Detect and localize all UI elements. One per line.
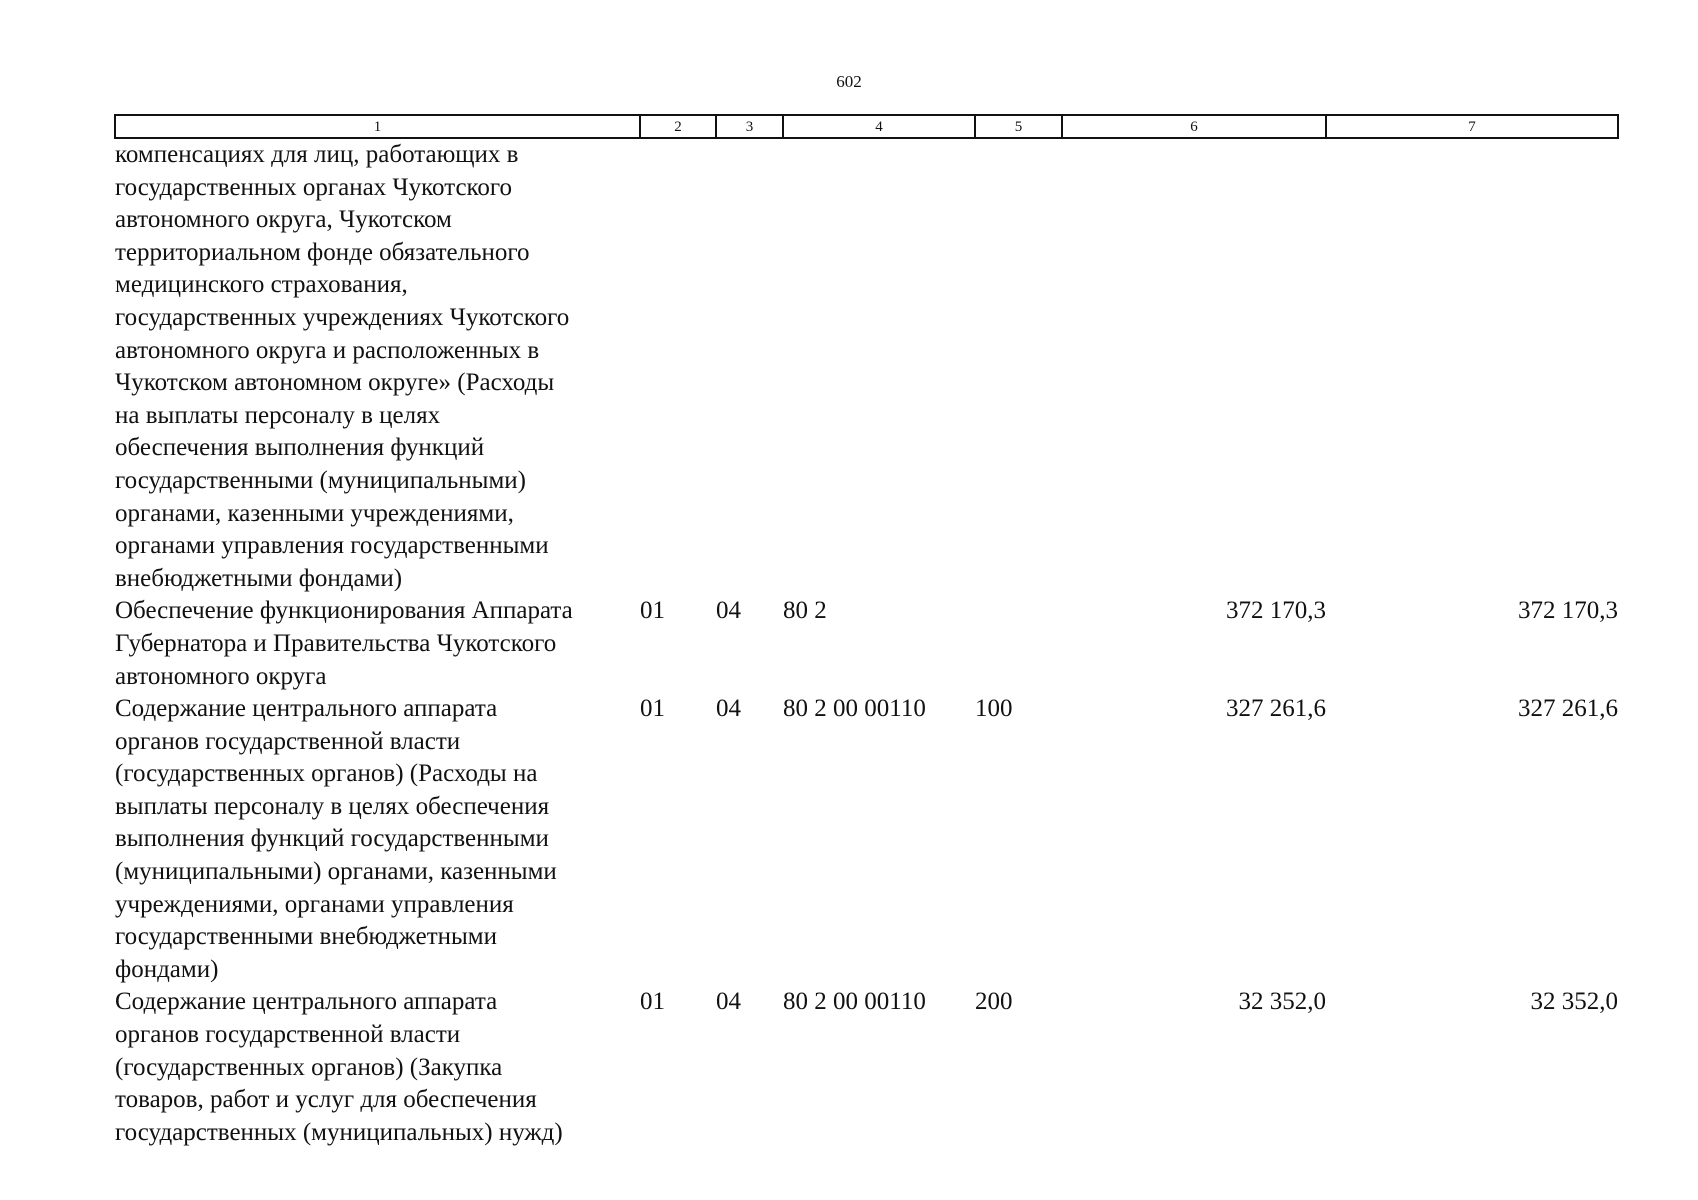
expense-name-line: фондами) bbox=[115, 955, 219, 983]
expense-name-line: органов государственной власти bbox=[115, 727, 461, 755]
expense-name-line: территориальном фонде обязательного bbox=[115, 238, 530, 266]
subsection-code-cell: 04 bbox=[716, 988, 741, 1016]
expense-name-line: органов государственной власти bbox=[115, 1021, 461, 1049]
expense-name-cell bbox=[115, 986, 640, 1149]
expense-name-line: государственных (муниципальных) нужд) bbox=[115, 1118, 563, 1146]
expense-name-line: государственных учреждениях Чукотского bbox=[115, 303, 570, 331]
expense-name-line: выполнения функций государственными bbox=[115, 825, 549, 853]
column-number-header: 4 bbox=[783, 115, 975, 138]
table-row bbox=[115, 693, 1618, 986]
section-code-cell: 01 bbox=[640, 695, 665, 723]
amount-col7-cell: 327 261,6 bbox=[1518, 695, 1618, 723]
expense-type-cell bbox=[975, 595, 1062, 693]
expense-name-line: выплаты персоналу в целях обеспечения bbox=[115, 792, 550, 820]
amount-col7-cell: 372 170,3 bbox=[1518, 597, 1618, 625]
expense-type-cell: 200 bbox=[975, 988, 1013, 1016]
expense-name-line: органами, казенными учреждениями, bbox=[115, 499, 514, 527]
column-number-header-row bbox=[115, 115, 1618, 138]
expense-type-cell: 100 bbox=[975, 695, 1013, 723]
column-number-header: 5 bbox=[975, 115, 1062, 138]
expense-name-line: обеспечения выполнения функций bbox=[115, 434, 485, 462]
expense-name-line: автономного округа, Чукотском bbox=[115, 206, 452, 234]
section-code-cell bbox=[640, 138, 716, 595]
target-article-cell: 80 2 00 00110 bbox=[783, 988, 926, 1016]
expense-name-line: (государственных органов) (Расходы на bbox=[115, 760, 538, 788]
amount-col7-cell: 32 352,0 bbox=[1530, 988, 1618, 1016]
column-number-header: 1 bbox=[115, 115, 640, 138]
target-article-cell: 80 2 bbox=[783, 597, 827, 625]
amount-col6-cell: 327 261,6 bbox=[1226, 695, 1326, 723]
subsection-code-cell bbox=[716, 138, 783, 595]
expense-type-cell bbox=[975, 138, 1062, 595]
expense-name-line: автономного округа bbox=[115, 662, 327, 690]
subsection-code-cell: 04 bbox=[716, 597, 741, 625]
expense-name-line: государственных органах Чукотского bbox=[115, 173, 513, 201]
expense-name-line: товаров, работ и услуг для обеспечения bbox=[115, 1086, 537, 1114]
expense-name-cell bbox=[115, 693, 640, 986]
expense-name-line: (государственных органов) (Закупка bbox=[115, 1053, 503, 1081]
column-number-header: 6 bbox=[1062, 115, 1326, 138]
amount-col7-cell bbox=[1326, 138, 1618, 595]
amount-col6-cell bbox=[1062, 138, 1326, 595]
table-row bbox=[115, 138, 1618, 595]
budget-table bbox=[114, 114, 1619, 1149]
expense-name-line: учреждениями, органами управления bbox=[115, 890, 514, 918]
page-number: 602 bbox=[836, 72, 862, 91]
expense-name-line: компенсациях для лиц, работающих в bbox=[115, 141, 519, 168]
expense-name-line: государственными (муниципальными) bbox=[115, 466, 526, 494]
column-number-header: 3 bbox=[716, 115, 783, 138]
section-code-cell: 01 bbox=[640, 988, 665, 1016]
subsection-code-cell: 04 bbox=[716, 695, 741, 723]
expense-name-line: Чукотском автономном округе» (Расходы bbox=[115, 369, 555, 397]
expense-name-line: Обеспечение функционирования Аппарата bbox=[115, 597, 573, 625]
section-code-cell: 01 bbox=[640, 597, 665, 625]
target-article-cell: 80 2 00 00110 bbox=[783, 695, 926, 723]
target-article-cell bbox=[783, 138, 975, 595]
amount-col6-cell: 372 170,3 bbox=[1226, 597, 1326, 625]
table-row bbox=[115, 595, 1618, 693]
expense-name-cell bbox=[115, 595, 640, 693]
amount-col6-cell: 32 352,0 bbox=[1238, 988, 1326, 1016]
expense-name-line: медицинского страхования, bbox=[115, 271, 408, 299]
column-number-header: 2 bbox=[640, 115, 716, 138]
expense-name-line: Губернатора и Правительства Чукотского bbox=[115, 629, 557, 657]
expense-name-line: на выплаты персоналу в целях bbox=[115, 401, 441, 429]
column-number-header: 7 bbox=[1326, 115, 1618, 138]
expense-name-line: органами управления государственными bbox=[115, 532, 549, 560]
expense-name-line: (муниципальными) органами, казенными bbox=[115, 858, 557, 886]
expense-name-line: внебюджетными фондами) bbox=[115, 564, 403, 592]
expense-name-line: Содержание центрального аппарата bbox=[115, 988, 498, 1016]
expense-name-line: автономного округа и расположенных в bbox=[115, 336, 540, 364]
expense-name-line: Содержание центрального аппарата bbox=[115, 695, 498, 723]
expense-name-line: государственными внебюджетными bbox=[115, 923, 498, 951]
expense-name-cell bbox=[115, 138, 640, 595]
table-row bbox=[115, 986, 1618, 1149]
